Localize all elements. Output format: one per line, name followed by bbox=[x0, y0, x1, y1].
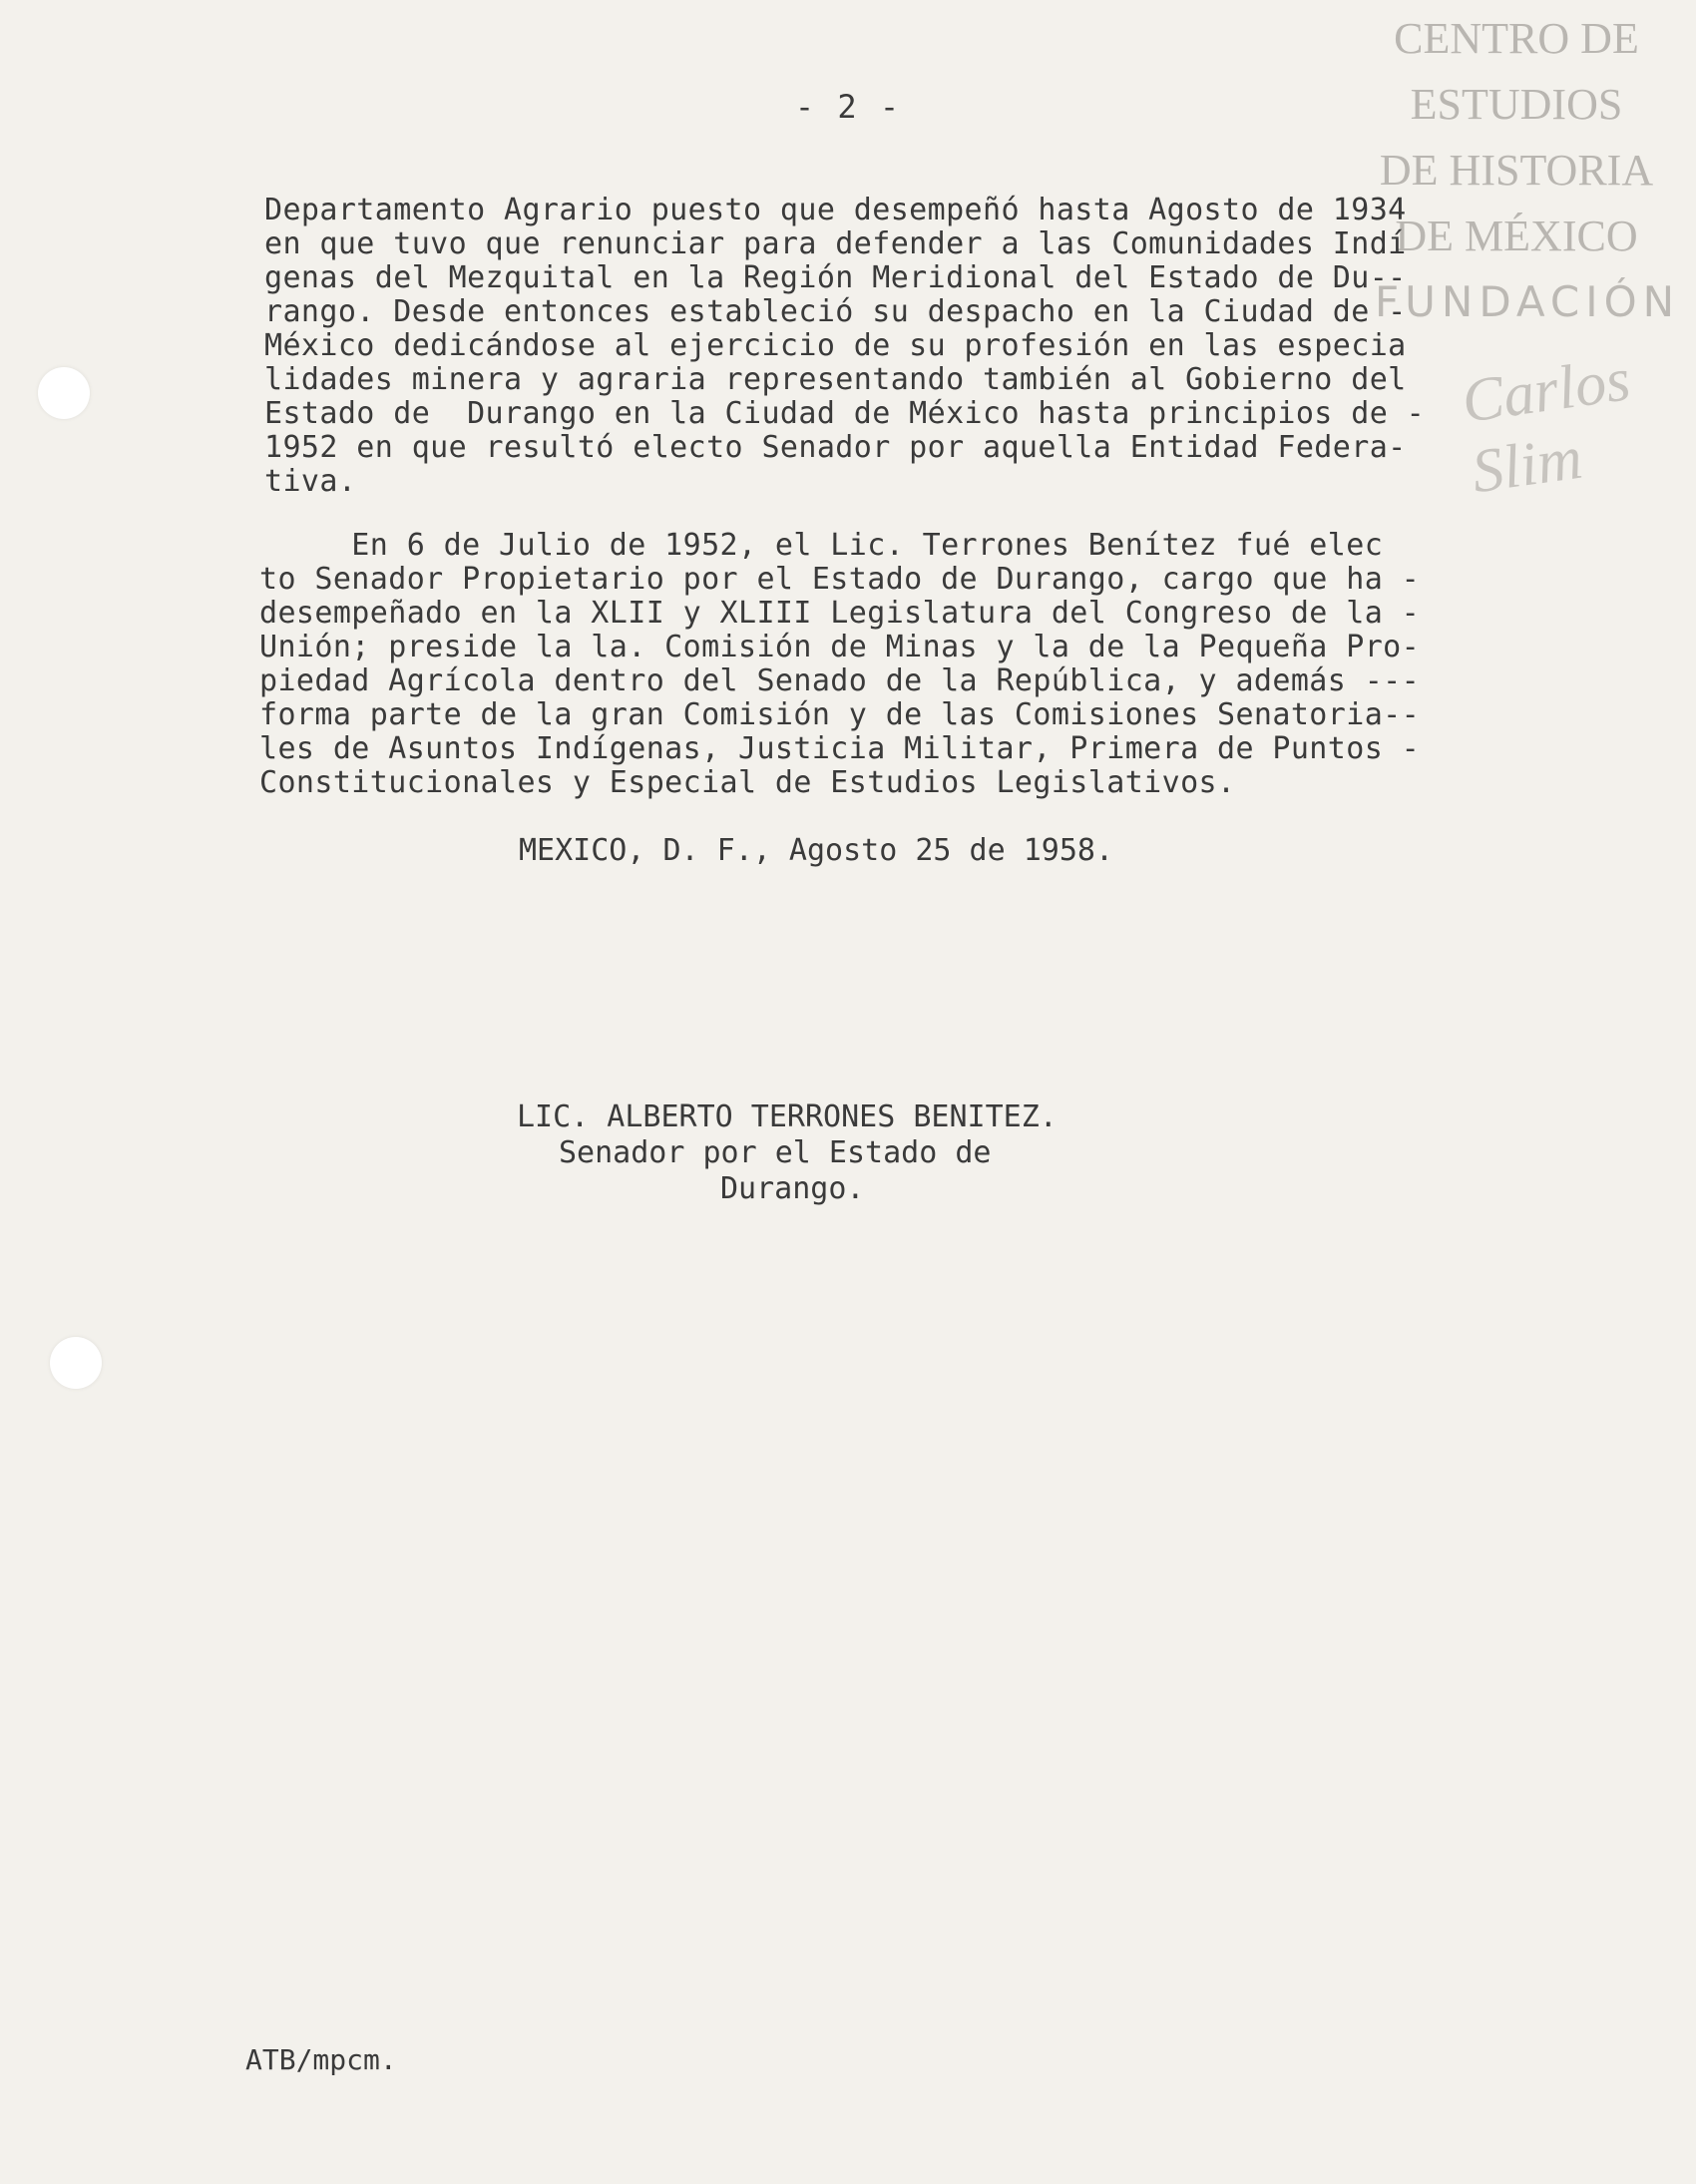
page-number: - 2 - bbox=[794, 88, 902, 126]
text-line: genas del Mezquital en la Región Meridional del Estado de Du-- bbox=[264, 260, 1407, 295]
text-line: México dedicándose al ejercicio de su profesión en las especia bbox=[264, 328, 1407, 363]
text-line: forma parte de la gran Comisión y de las Comisiones Senatoria-- bbox=[259, 697, 1421, 732]
watermark-line: ESTUDIOS bbox=[1410, 80, 1623, 129]
paragraph-biography bbox=[264, 194, 1425, 499]
text-line: tiva. bbox=[264, 464, 357, 499]
punch-hole-top bbox=[38, 367, 90, 419]
watermark-line: DE MÉXICO bbox=[1395, 212, 1638, 260]
watermark-signature: Carlos Slim bbox=[1458, 345, 1635, 507]
watermark-foundation: FUNDACIÓN bbox=[1375, 277, 1681, 326]
paragraph-senate bbox=[259, 529, 1420, 800]
text-line: Departamento Agrario puesto que desempeñó hasta Agosto de 1934 bbox=[264, 193, 1407, 227]
signature-name: LIC. ALBERTO TERRONES BENITEZ. bbox=[517, 1099, 1058, 1134]
text-line: rango. Desde entonces estableció su despacho en la Ciudad de - bbox=[264, 294, 1407, 329]
signature-block bbox=[517, 1099, 1058, 1207]
text-line: les de Asuntos Indígenas, Justicia Militar, Primera de Puntos - bbox=[259, 731, 1421, 766]
watermark-line: CENTRO DE bbox=[1394, 14, 1639, 63]
signature-title: Senador por el Estado de bbox=[559, 1135, 992, 1170]
text-line: to Senador Propietario por el Estado de Durango, cargo que ha - bbox=[259, 562, 1421, 597]
text-line: piedad Agrícola dentro del Senado de la República, y además --- bbox=[259, 663, 1421, 698]
typist-initials: ATB/mpcm. bbox=[245, 2043, 397, 2076]
text-line: Constitucionales y Especial de Estudios Legislativos. bbox=[259, 765, 1236, 800]
text-line: Unión; preside la la. Comisión de Minas y la de la Pequeña Pro- bbox=[259, 630, 1421, 664]
text-line: lidades minera y agraria representando también al Gobierno del bbox=[264, 362, 1407, 397]
text-line: desempeñado en la XLII y XLIII Legislatura del Congreso de la - bbox=[259, 596, 1421, 631]
text-line: en que tuvo que renunciar para defender a las Comunidades Indí bbox=[264, 226, 1407, 261]
text-line: 1952 en que resultó electo Senador por aquella Entidad Federa- bbox=[264, 430, 1407, 465]
text-line: Estado de Durango en la Ciudad de México hasta principios de - bbox=[264, 396, 1426, 431]
watermark-line: DE HISTORIA bbox=[1379, 146, 1654, 195]
punch-hole-bottom bbox=[50, 1337, 102, 1389]
dateline: MEXICO, D. F., Agosto 25 de 1958. bbox=[519, 833, 1114, 868]
text-line: En 6 de Julio de 1952, el Lic. Terrones Benítez fué elec bbox=[259, 528, 1384, 563]
signature-state: Durango. bbox=[720, 1171, 865, 1206]
